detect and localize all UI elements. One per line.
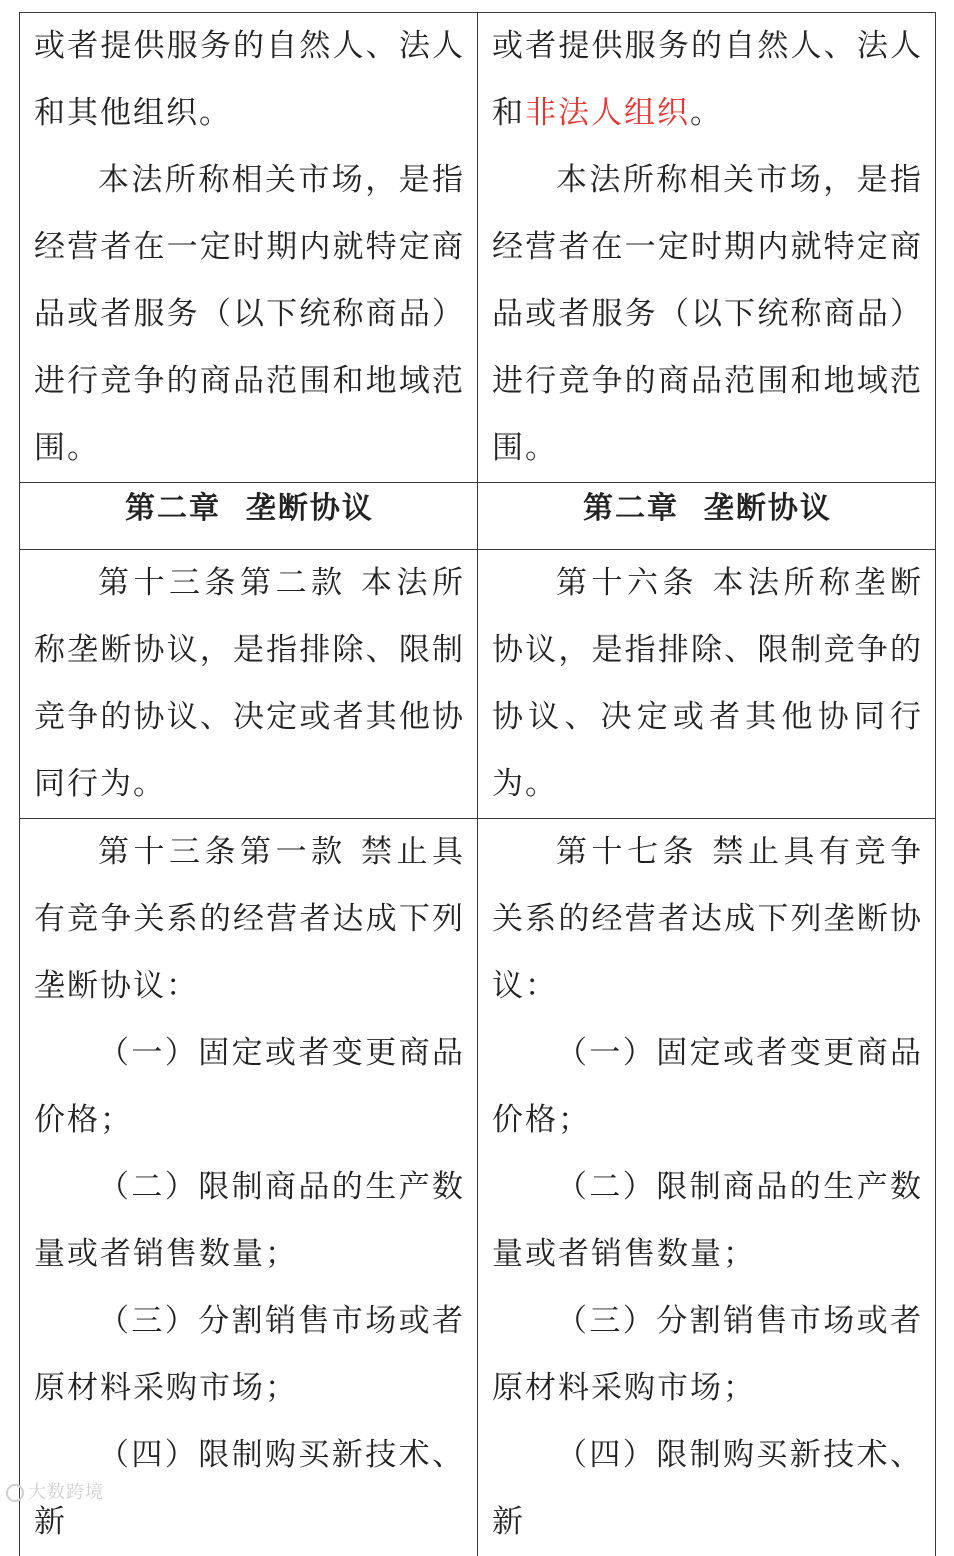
paragraph: 本法所称相关市场，是指经营者在一定时期内就特定商品或者服务（以下统称商品）进行竞争的商品范围和地域范围。 [34,147,465,482]
left-cell [20,550,478,819]
comparison-table [19,12,936,1556]
paragraph: （一）固定或者变更商品价格； [492,1020,923,1154]
paragraph: 或者提供服务的自然人、法人和其他组织。 [34,13,465,147]
highlighted-amendment: 非法人组织 [525,95,690,131]
paragraph: （三）分割销售市场或者原材料采购市场； [492,1288,923,1422]
right-cell [478,13,936,483]
left-cell [20,483,478,550]
table-row [20,483,936,550]
left-cell [20,13,478,483]
watermark-text: 大数跨境 [28,1482,104,1503]
chapter-heading: 第二章 垄断协议 [125,491,374,526]
paragraph: 第十七条 禁止具有竞争关系的经营者达成下列垄断协议： [492,819,923,1020]
paragraph [492,13,923,147]
paragraph: 第十三条第二款 本法所称垄断协议，是指排除、限制竞争的协议、决定或者其他协同行为。 [34,550,465,818]
paragraph: 第十六条 本法所称垄断协议，是指排除、限制竞争的协议、决定或者其他协同行为。 [492,550,923,818]
watermark [6,1478,104,1504]
paragraph: （四）限制购买新技术、新 [492,1422,923,1556]
text-span: 或者提供服务的自然人、法人和 [492,28,923,131]
paragraph: （一）固定或者变更商品价格； [34,1020,465,1154]
paragraph: （二）限制商品的生产数量或者销售数量； [34,1154,465,1288]
paragraph: 第十三条第一款 禁止具有竞争关系的经营者达成下列垄断协议： [34,819,465,1020]
paragraph: 本法所称相关市场，是指经营者在一定时期内就特定商品或者服务（以下统称商品）进行竞争的商品范围和地域范围。 [492,147,923,482]
paragraph: （三）分割销售市场或者原材料采购市场； [34,1288,465,1422]
table-row [20,13,936,483]
left-cell [20,819,478,1556]
watermark-logo-icon [6,1484,24,1502]
right-cell [478,819,936,1556]
paragraph: （二）限制商品的生产数量或者销售数量； [492,1154,923,1288]
right-cell [478,550,936,819]
table-row [20,550,936,819]
chapter-heading: 第二章 垄断协议 [583,491,832,526]
table-row [20,819,936,1556]
text-span: 。 [690,95,723,131]
right-cell [478,483,936,550]
paragraph: （四）限制购买新技术、新 [34,1422,465,1556]
